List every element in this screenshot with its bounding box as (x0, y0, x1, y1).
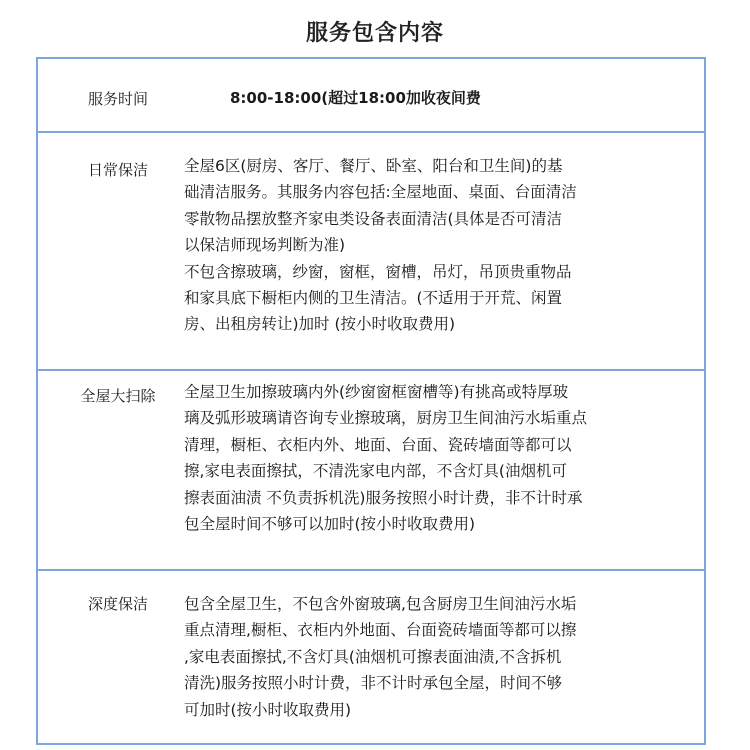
row-label-service-time: 服务时间 (87, 90, 148, 108)
service-table (36, 57, 706, 745)
service-row-full-house (38, 371, 704, 571)
row-label-daily-cleaning: 日常保洁 (87, 161, 148, 179)
row-text-deep-cleaning: 包含全屋卫生，不包含外窗玻璃,包含厨房卫生间油污水垢 重点清理,橱柜、衣柜内外地面、台面瓷砖墙面等都可以擦 ,家电表面擦拭,不含灯具(油烟机可擦表面油渍,不含拆机 清洗)服务按照小时计费，非不计时承包全屋，时间不够 可加时(按小时收取费用) (184, 595, 577, 719)
service-row-deep-cleaning (38, 571, 704, 743)
page-title: 服务包含内容 (305, 21, 444, 46)
row-label-deep-cleaning: 深度保洁 (87, 595, 148, 613)
service-row-time (38, 59, 704, 133)
row-text-service-time: 8:00-18:00(超过18:00加收夜间费 (230, 89, 481, 107)
row-text-daily-cleaning: 全屋6区(厨房、客厅、餐厅、卧室、阳台和卫生间)的基 础清洁服务。其服务内容包括:全屋地面、桌面、台面清洁 零散物品摆放整齐家电类设备表面清洁(具体是否可清洁 以保洁师现场判断为准) 不包含擦玻璃，纱窗，窗框，窗槽，吊灯，吊顶贵重物品 和家具底下橱柜内侧的卫生清洁。(不适用于开荒、闲置 房、出租房转让)加时 (按小时收取费用) (184, 157, 577, 334)
service-row-daily-cleaning (38, 133, 704, 371)
row-label-full-house: 全屋大扫除 (80, 387, 156, 405)
row-text-full-house: 全屋卫生加擦玻璃内外(纱窗窗框窗槽等)有挑高或特厚玻 璃及弧形玻璃请咨询专业擦玻璃，厨房卫生间油污水垢重点 清理，橱柜、衣柜内外、地面、台面、瓷砖墙面等都可以 擦,家电表面擦拭，不清洗家电内部，不含灯具(油烟机可 擦表面油渍 不负责拆机洗)服务按照小时计费，非不计时承 包全屋时间不够可以加时(按小时收取费用) (184, 383, 588, 534)
